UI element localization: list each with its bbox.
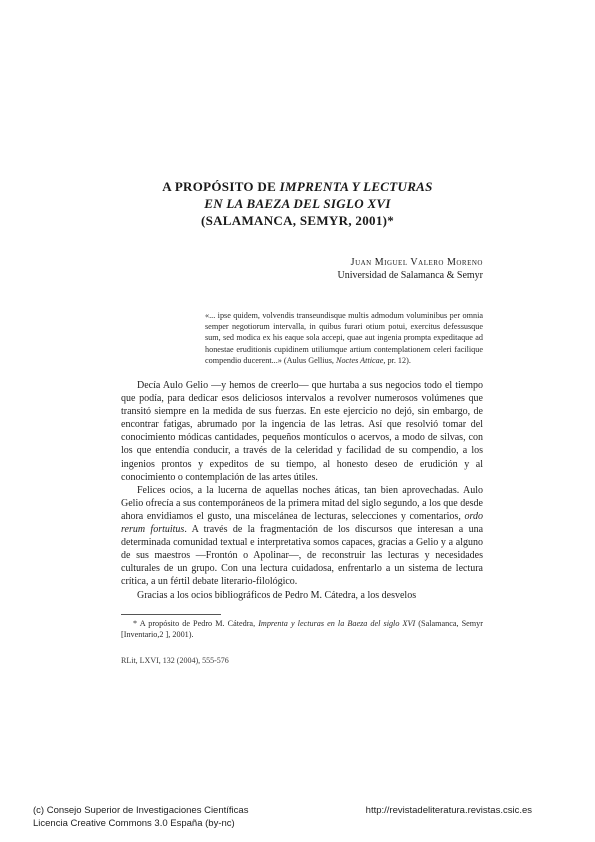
author-affiliation: Universidad de Salamanca & Semyr (337, 270, 483, 281)
journal-url[interactable]: http://revistadeliteratura.revistas.csic.es (365, 805, 532, 816)
author-name: Juan Miguel Valero Moreno (350, 257, 483, 268)
footnote-publication: (Salamanca, Semyr [Inventario,2 ], 2001). (121, 619, 483, 639)
epigraph-text: «... ipse quidem, volvendis transeundisque multis admodum voluminibus per omnia semper negotiorum intervalla, in quibus furari otium potui, exercitus defessusque sum, sed modica ex his eaque sola accepi, quae aut ingenia prompta expeditaque ad honestae eruditionis cupidinem utiliumque artium contemplationem celeri facilique compendio ducerent...» (Aulus Gellius, (205, 311, 483, 365)
paragraph-2-latin-phrase: ordo rerum fortuitus (121, 510, 483, 536)
epigraph-work-title: Noctes Atticae (335, 355, 384, 365)
footnote-book-title: Imprenta y lecturas en la Baeza del siglo XVI (258, 619, 416, 628)
footnote (121, 618, 483, 640)
paragraph-2 (121, 484, 483, 589)
epigraph-citation: , pr. 12). (383, 355, 411, 365)
footnote-divider (121, 614, 221, 615)
copyright-line: (c) Consejo Superior de Investigaciones Científicas (33, 805, 249, 816)
paragraph-3: Gracias a los ocios bibliográficos de Pedro M. Cátedra, a los desvelos (137, 589, 417, 601)
paragraph-2-text: Felices ocios, a la lucerna de aquellas noches áticas, tan bien aprovechadas. Aulo Gelio ofrecía a sus contemporáneos de la primera mitad del siglo segundo, a los que desde ahora envidiamos el gusto, una miscelánea de lecturas, selecciones y comentarios, (121, 484, 483, 522)
epigraph (205, 310, 483, 366)
license-line: Licencia Creative Commons 3.0 España (by-nc) (33, 818, 235, 829)
journal-reference: RLit, LXVI, 132 (2004), 555-576 (121, 656, 229, 665)
article-body (121, 379, 483, 602)
title-book-name: IMPRENTA Y LECTURAS (279, 179, 433, 194)
footnote-text: * A propósito de Pedro M. Cátedra, (133, 619, 259, 628)
paragraph-1: Decía Aulo Gelio —y hemos de creerlo— que hurtaba a sus negocios todo el tiempo que podía, para dedicar esos deliciosos intervalos a revolver numerosos volúmenes que transitó siempre en la medida de sus fuerzas. En este ejercicio no dejó, sin embargo, de encontrar fatigas, abrumado por la ingencia de las letras. Así que resolvió tomar del conocimiento módicas cantidades, pequeños montículos o acervos, a modo de silvas, con los que entendía conducir, a través de la celeridad y facilidad de su compendio, a los ingenios prontos y expeditos de su tiempo, al honesto deseo de erudición y al conocimiento o contemplación de las artes útiles. (121, 380, 483, 483)
article-title-line-2 (0, 195, 595, 212)
article-title-line-1 (0, 178, 595, 195)
title-prefix: A PROPÓSITO DE (162, 179, 280, 194)
title-book-name-cont: EN LA BAEZA DEL SIGLO XVI (204, 196, 391, 211)
article-title-line-3: (SALAMANCA, SEMYR, 2001)* (200, 213, 395, 228)
paragraph-2-text-cont: . A través de la fragmentación de los discursos que interesan a una determinada comunidad textual e interpretativa somos capaces, gracias a Gelio y a alguno de sus maestros —Frontón o Apolinar—, de reconstruir las lecturas y necesidades culturales de un grupo. Con una lectura cuidadosa, enfrentarlo a un sistema de lectura crítica, a un fértil debate literario-filológico. (121, 524, 484, 588)
